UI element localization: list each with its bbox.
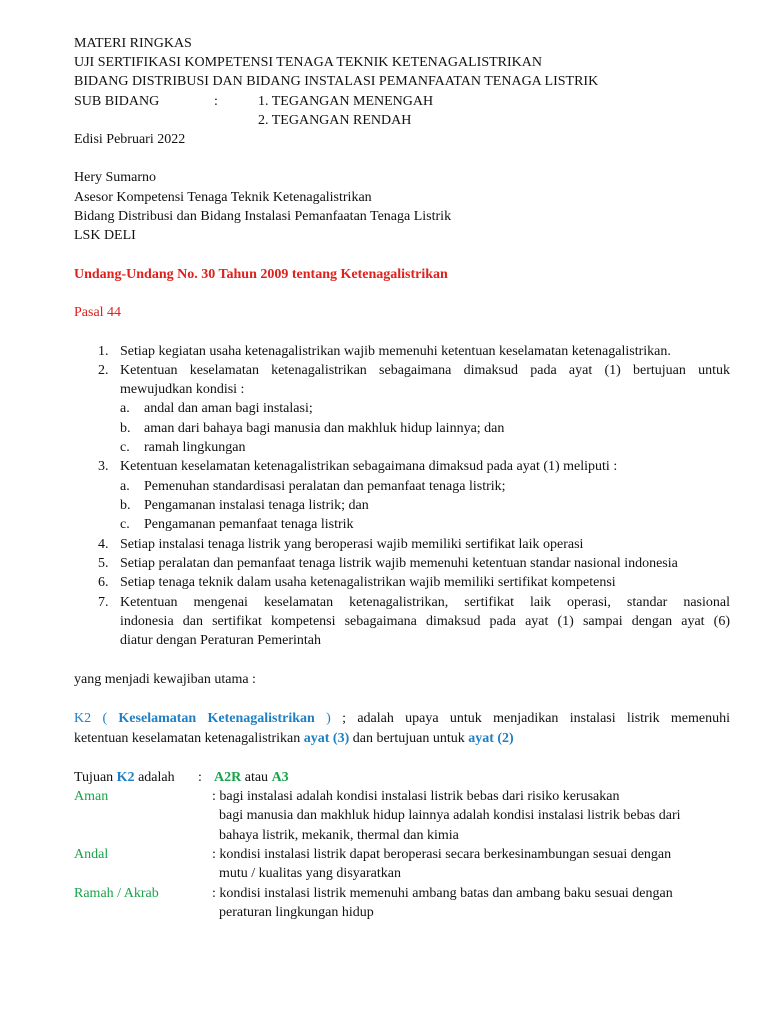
sub-letter: b.	[120, 498, 131, 513]
goal-label	[74, 768, 175, 787]
sub-bidang-colon: :	[214, 94, 218, 109]
list-number: 6.	[98, 575, 109, 590]
list-number: 2.	[98, 363, 109, 378]
list-number: 7.	[98, 595, 109, 610]
goal-atau: atau	[244, 770, 269, 785]
term-ramah: Ramah / Akrab	[74, 886, 159, 901]
author-role: Asesor Kompetensi Tenaga Teknik Ketenagalistrikan	[74, 190, 372, 205]
law-title: Undang-Undang No. 30 Tahun 2009 tentang Ketenagalistrikan	[74, 267, 448, 282]
sub-letter: b.	[120, 421, 131, 436]
k2-name: Keselamatan Ketenagalistrikan	[118, 711, 315, 726]
goal-prefix: Tujuan	[74, 770, 114, 785]
duty-intro: yang menjadi kewajiban utama :	[74, 672, 256, 687]
sub-letter: a.	[120, 401, 130, 416]
term-aman-desc-1: : bagi instalasi adalah kondisi instalasi listrik bebas dari risiko kerusakan	[212, 789, 620, 804]
sub-item-2b: aman dari bahaya bagi manusia dan makhluk hidup lainnya; dan	[144, 421, 505, 436]
goal-colon: :	[198, 770, 202, 785]
sub-item-2a: andal dan aman bagi instalasi;	[144, 401, 313, 416]
sub-item-3a: Pemenuhan standardisasi peralatan dan pemanfaat tenaga listrik;	[144, 479, 506, 494]
goal-suffix: adalah	[138, 770, 175, 785]
sub-letter: a.	[120, 479, 130, 494]
list-item-2-line2: mewujudkan kondisi :	[120, 382, 245, 397]
list-item-7-line1: Ketentuan mengenai keselamatan ketenagalistrikan, sertifikat laik operasi, standar nasional	[120, 595, 730, 610]
term-ramah-desc-1: : kondisi instalasi listrik memenuhi ambang batas dan ambang baku sesuai dengan	[212, 886, 673, 901]
list-item-1: Setiap kegiatan usaha ketenagalistrikan wajib memenuhi ketentuan keselamatan ketenagalistrikan.	[120, 344, 671, 359]
k2-code: K2	[74, 711, 92, 726]
sub-bidang-item-2: 2. TEGANGAN RENDAH	[258, 113, 412, 128]
k2-ayat-2: ayat (2)	[468, 731, 514, 746]
k2-close-paren: )	[326, 711, 331, 726]
author-name: Hery Sumarno	[74, 170, 157, 185]
author-field: Bidang Distribusi dan Bidang Instalasi Pemanfaatan Tenaga Listrik	[74, 209, 452, 224]
term-andal-desc-2: mutu / kualitas yang disyaratkan	[219, 866, 401, 881]
list-item-4: Setiap instalasi tenaga listrik yang beroperasi wajib memiliki sertifikat laik operasi	[120, 537, 584, 552]
header-line2: UJI SERTIFIKASI KOMPETENSI TENAGA TEKNIK KETENAGALISTRIKAN	[74, 55, 543, 70]
k2-open-paren: (	[102, 711, 108, 726]
k2-paragraph-line2	[74, 729, 514, 748]
sub-bidang-label: SUB BIDANG	[74, 94, 160, 109]
list-number: 3.	[98, 459, 109, 474]
k2-paragraph-line1	[74, 709, 730, 728]
list-number: 1.	[98, 344, 109, 359]
goal-a2r: A2R	[214, 770, 242, 785]
list-number: 4.	[98, 537, 109, 552]
list-item-2-line1: Ketentuan keselamatan ketenagalistrikan sebagaimana dimaksud pada ayat (1) bertujuan untuk	[120, 363, 730, 378]
term-ramah-desc-2: peraturan lingkungan hidup	[219, 905, 374, 920]
sub-letter: c.	[120, 440, 130, 455]
list-item-7-line2: indonesia dan sertifikat kompetensi sebagaimana dimaksud pada ayat (1) sampai dengan ayat (6)	[120, 614, 730, 629]
goal-a3: A3	[271, 770, 289, 785]
sub-item-3b: Pengamanan instalasi tenaga listrik; dan	[144, 498, 369, 513]
goal-values	[214, 768, 289, 787]
sub-item-3c: Pengamanan pemanfaat tenaga listrik	[144, 517, 354, 532]
term-andal: Andal	[74, 847, 109, 862]
sub-item-2c: ramah lingkungan	[144, 440, 246, 455]
list-item-3: Ketentuan keselamatan ketenagalistrikan sebagaimana dimaksud pada ayat (1) meliputi :	[120, 459, 618, 474]
term-andal-desc-1: : kondisi instalasi listrik dapat beroperasi secara berkesinambungan sesuai dengan	[212, 847, 672, 862]
goal-k2: K2	[116, 770, 135, 785]
list-item-7-line3: diatur dengan Peraturan Pemerintah	[120, 633, 321, 648]
author-org: LSK DELI	[74, 228, 136, 243]
list-number: 5.	[98, 556, 109, 571]
k2-text: ; adalah upaya untuk menjadikan instalasi listrik memenuhi	[342, 711, 731, 726]
sub-letter: c.	[120, 517, 130, 532]
header-line1: MATERI RINGKAS	[74, 36, 192, 51]
article-title: Pasal 44	[74, 305, 122, 320]
k2-ayat-3: ayat (3)	[303, 731, 350, 746]
header-line3: BIDANG DISTRIBUSI DAN BIDANG INSTALASI PEMANFAATAN TENAGA LISTRIK	[74, 74, 599, 89]
edition: Edisi Pebruari 2022	[74, 132, 186, 147]
sub-bidang-item-1: 1. TEGANGAN MENENGAH	[258, 94, 434, 109]
term-aman-desc-3: bahaya listrik, mekanik, thermal dan kimia	[219, 828, 459, 843]
list-item-5: Setiap peralatan dan pemanfaat tenaga listrik wajib memenuhi ketentuan standar nasional indonesia	[120, 556, 678, 571]
term-aman: Aman	[74, 789, 109, 804]
k2-text: dan bertujuan untuk	[352, 731, 465, 746]
list-item-6: Setiap tenaga teknik dalam usaha ketenagalistrikan wajib memiliki sertifikat kompetensi	[120, 575, 616, 590]
term-aman-desc-2: bagi manusia dan makhluk hidup lainnya adalah kondisi instalasi listrik bebas dari	[219, 808, 681, 823]
k2-text: ketentuan keselamatan ketenagalistrikan	[74, 731, 301, 746]
